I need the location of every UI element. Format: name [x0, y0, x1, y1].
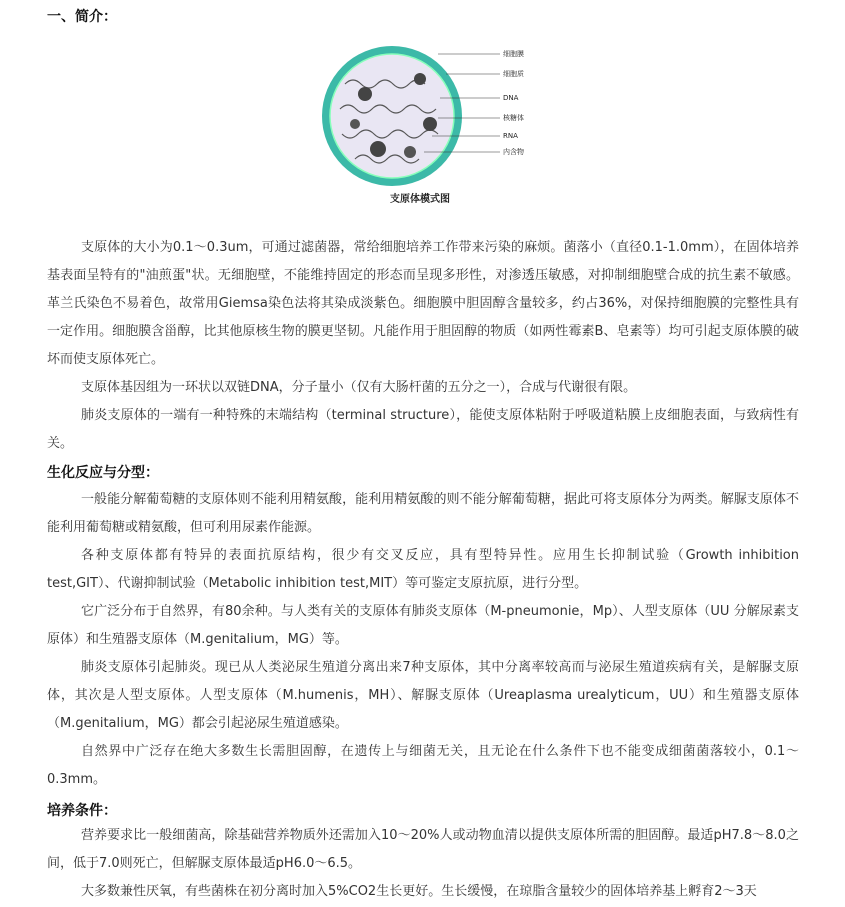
paragraph: 支原体基因组为一环状以双链DNA，分子量小（仅有大肠杆菌的五分之一），合成与代谢很有限。 — [81, 380, 637, 395]
paragraph: 肺炎支原体的一端有一种特殊的末端结构（terminal structure），能使支原体粘附于呼吸道粘膜上皮细胞表面，与致病性有关。 — [47, 408, 799, 451]
paragraph: 肺炎支原体引起肺炎。现已从人类泌尿生殖道分离出来7种支原体，其中分离率较高而与泌尿生殖道疾病有关，是解脲支原体，其次是人型支原体。人型支原体（M.humenis，MH）、解脲支原体（Ureaplasma urealyticum，UU）和生殖器支原体（M.genitalium，MG）都会引起泌尿生殖道感染。 — [47, 660, 799, 731]
paragraph: 支原体的大小为0.1～0.3um，可通过滤菌器，常给细胞培养工作带来污染的麻烦。菌落小（直径0.1-1.0mm），在固体培养基表面呈特有的"油煎蛋"状。无细胞壁，不能维持固定的形态而呈现多形性，对渗透压敏感，对抑制细胞壁合成的抗生素不敏感。革兰氏染色不易着色，故常用Giemsa染色法将其染成淡紫色。细胞膜中胆固醇含量较多，约占36%，对保持细胞膜的完整性具有一定作用。细胞膜含甾醇，比其他原核生物的膜更坚韧。凡能作用于胆固醇的物质（如两性霉素B、皂素等）均可引起支原体膜的破坏而使支原体死亡。 — [47, 240, 799, 367]
paragraph: 营养要求比一般细菌高，除基础营养物质外还需加入10～20%人或动物血清以提供支原体所需的胆固醇。最适pH7.8～8.0之间，低于7.0则死亡，但解脲支原体最适pH6.0～6.5。 — [47, 828, 799, 871]
paragraph: 大多数兼性厌氧，有些菌株在初分离时加入5%CO2生长更好。生长缓慢，在琼脂含量较少的固体培养基上孵育2～3天 — [81, 884, 757, 899]
figure-label: 内含物 — [503, 148, 524, 156]
figure-label: 细胞质 — [503, 70, 524, 78]
paragraph: 它广泛分布于自然界，有80余种。与人类有关的支原体有肺炎支原体（M-pneumonie，Mp）、人型支原体（UU 分解尿素支原体）和生殖器支原体（M.genitalium，MG）等。 — [47, 604, 799, 647]
section-title-intro: 一、简介： — [47, 9, 117, 25]
figure-label: RNA — [503, 132, 518, 140]
figure-label: 核糖体 — [503, 114, 524, 122]
figure-label: 细胞膜 — [503, 50, 524, 58]
section-title-biochem: 生化反应与分型： — [47, 465, 159, 481]
paragraph: 自然界中广泛存在绝大多数生长需胆固醇，在遗传上与细菌无关，且无论在什么条件下也不能变成细菌菌落较小，0.1～0.3mm。 — [47, 744, 799, 787]
figure-label: DNA — [503, 94, 519, 102]
figure-caption: 支原体模式图 — [390, 194, 450, 205]
paragraph: 各种支原体都有特异的表面抗原结构，很少有交叉反应，具有型特异性。应用生长抑制试验（Growth inhibition test,GIT）、代谢抑制试验（Metabolic inhibition test,MIT）等可鉴定支原抗原，进行分型。 — [47, 548, 799, 591]
mycoplasma-diagram — [320, 24, 540, 209]
paragraph: 一般能分解葡萄糖的支原体则不能利用精氨酸，能利用精氨酸的则不能分解葡萄糖，据此可将支原体分为两类。解脲支原体不能利用葡萄糖或精氨酸，但可利用尿素作能源。 — [47, 492, 799, 535]
section-title-culture: 培养条件： — [47, 803, 117, 819]
